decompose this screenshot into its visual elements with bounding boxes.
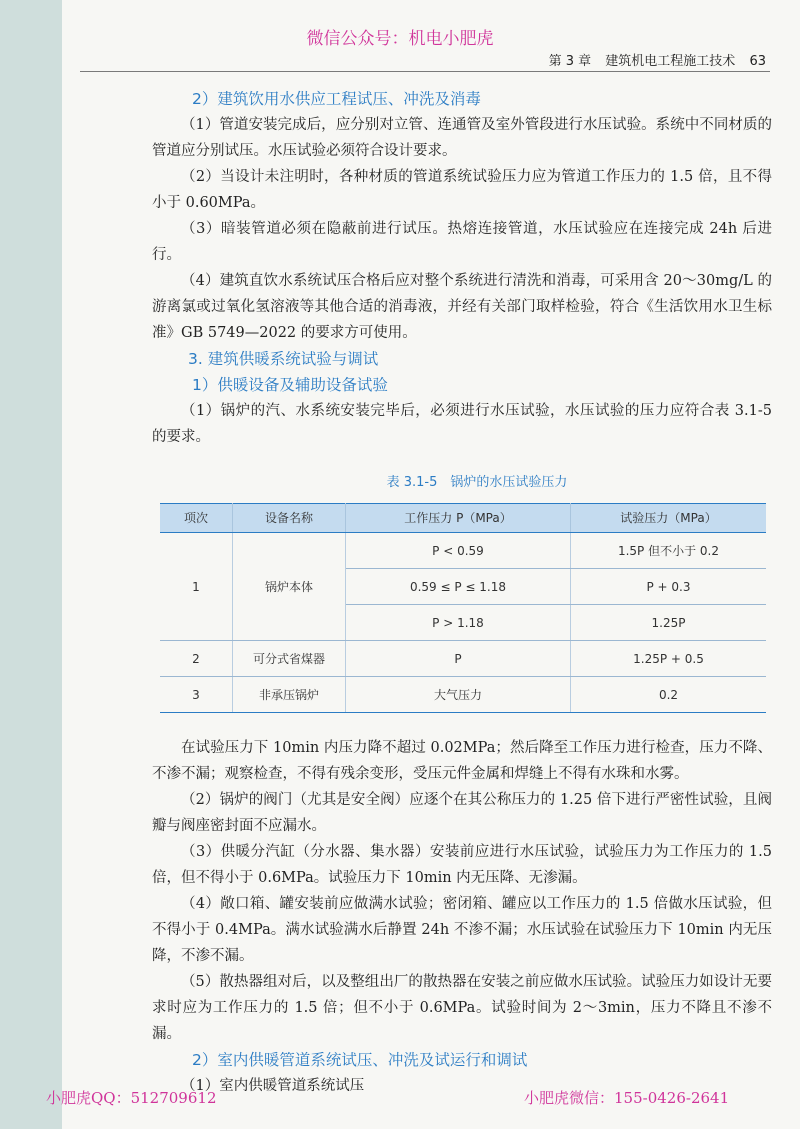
paragraph: （3）暗装管道必须在隐蔽前进行试压。热熔连接管道，水压试验应在连接完成 24h 后进行。 — [152, 221, 772, 263]
paragraph: （4）敞口箱、罐安装前应做满水试验；密闭箱、罐应以工作压力的 1.5 倍做水压试验，但不得小于 0.4MPa。满水试验满水后静置 24h 不渗不漏；水压试验在试验压力下 10min 内无压降，不渗不漏。 — [152, 896, 772, 964]
watermark-top: 微信公众号：机电小肥虎 — [306, 29, 494, 49]
table-cell: 0.2 — [571, 677, 767, 713]
paragraph: （4）建筑直饮水系统试压合格后应对整个系统进行清洗和消毒，可采用含 20～30mg/L 的游离氯或过氧化氢溶液等其他合适的消毒液，并经有关部门取样检验，符合《生活饮用水卫生标准》GB 5749—2022 的要求方可使用。 — [152, 273, 772, 341]
chapter-title: 建筑机电工程施工技术 — [605, 54, 736, 69]
table-cell: 1.25P + 0.5 — [571, 641, 767, 677]
table-cell: 1.25P — [571, 605, 767, 641]
page-body — [152, 86, 772, 1099]
table-cell: 可分式省煤器 — [233, 641, 346, 677]
paragraph: （1）室内供暖管道系统试压 — [181, 1078, 365, 1094]
watermark-wechat: 小肥虎微信：155-0426-2641 — [524, 1089, 730, 1107]
paragraph: （2）锅炉的阀门（尤其是安全阀）应逐个在其公称压力的 1.25 倍下进行严密性试验，且阀瓣与阀座密封面不应漏水。 — [152, 792, 772, 834]
table-row — [160, 533, 766, 569]
subsection-heading: 2）室内供暖管道系统试压、冲洗及试运行和调试 — [192, 1051, 528, 1069]
header-rule — [80, 71, 770, 72]
table-cell: 0.59 ≤ P ≤ 1.18 — [346, 569, 571, 605]
paragraph: （1）管道安装完成后，应分别对立管、连通管及室外管段进行水压试验。系统中不同材质的管道应分别试压。水压试验必须符合设计要求。 — [152, 117, 772, 159]
table-cell: 大气压力 — [346, 677, 571, 713]
table-title: 表 3.1-5 锅炉的水压试验压力 — [386, 475, 568, 490]
table-cell: P > 1.18 — [346, 605, 571, 641]
paragraph: （5）散热器组对后，以及整组出厂的散热器在安装之前应做水压试验。试验压力如设计无要求时应为工作压力的 1.5 倍；但不小于 0.6MPa。试验时间为 2～3min，压力不降且不渗不漏。 — [152, 974, 772, 1042]
watermark-qq: 小肥虎QQ：512709612 — [46, 1089, 217, 1107]
running-header — [539, 50, 766, 69]
table-cell: P < 0.59 — [346, 533, 571, 569]
table-cell: 1.5P 但不小于 0.2 — [571, 533, 767, 569]
table-header-row — [160, 504, 766, 533]
table-cell: P — [346, 641, 571, 677]
table-header: 试验压力（MPa） — [571, 504, 767, 533]
table-row — [160, 641, 766, 677]
table-cell: P + 0.3 — [571, 569, 767, 605]
table-cell: 2 — [160, 641, 233, 677]
section-heading: 2）建筑饮用水供应工程试压、冲洗及消毒 — [192, 90, 481, 108]
table-cell: 锅炉本体 — [233, 533, 346, 641]
section-heading: 3. 建筑供暖系统试验与调试 — [188, 350, 379, 368]
paragraph: （3）供暖分汽缸（分水器、集水器）安装前应进行水压试验，试验压力为工作压力的 1.5 倍，但不得小于 0.6MPa。试验压力下 10min 内无压降、无渗漏。 — [152, 844, 772, 886]
table-header: 工作压力 P（MPa） — [346, 504, 571, 533]
left-margin-strip — [0, 0, 62, 1129]
paragraph: 在试验压力下 10min 内压力降不超过 0.02MPa；然后降至工作压力进行检查，压力不降、不渗不漏；观察检查，不得有残余变形，受压元件金属和焊缝上不得有水珠和水雾。 — [152, 740, 772, 782]
table-header: 项次 — [160, 504, 233, 533]
subsection-heading: 1）供暖设备及辅助设备试验 — [192, 376, 388, 394]
table-cell: 3 — [160, 677, 233, 713]
boiler-pressure-table — [160, 503, 766, 713]
table-header: 设备名称 — [233, 504, 346, 533]
after-table-text — [152, 735, 772, 1047]
table-cell: 1 — [160, 533, 233, 641]
paragraph: （1）锅炉的汽、水系统安装完毕后，必须进行水压试验，水压试验的压力应符合表 3.1-5 的要求。 — [152, 403, 772, 445]
page-number: 63 — [749, 54, 766, 69]
chapter-label: 第 3 章 — [548, 54, 592, 69]
table-container — [152, 470, 772, 713]
paragraph: （2）当设计未注明时，各种材质的管道系统试验压力应为管道工作压力的 1.5 倍，且不得小于 0.60MPa。 — [152, 169, 773, 211]
table-cell: 非承压锅炉 — [233, 677, 346, 713]
table-row — [160, 677, 766, 713]
